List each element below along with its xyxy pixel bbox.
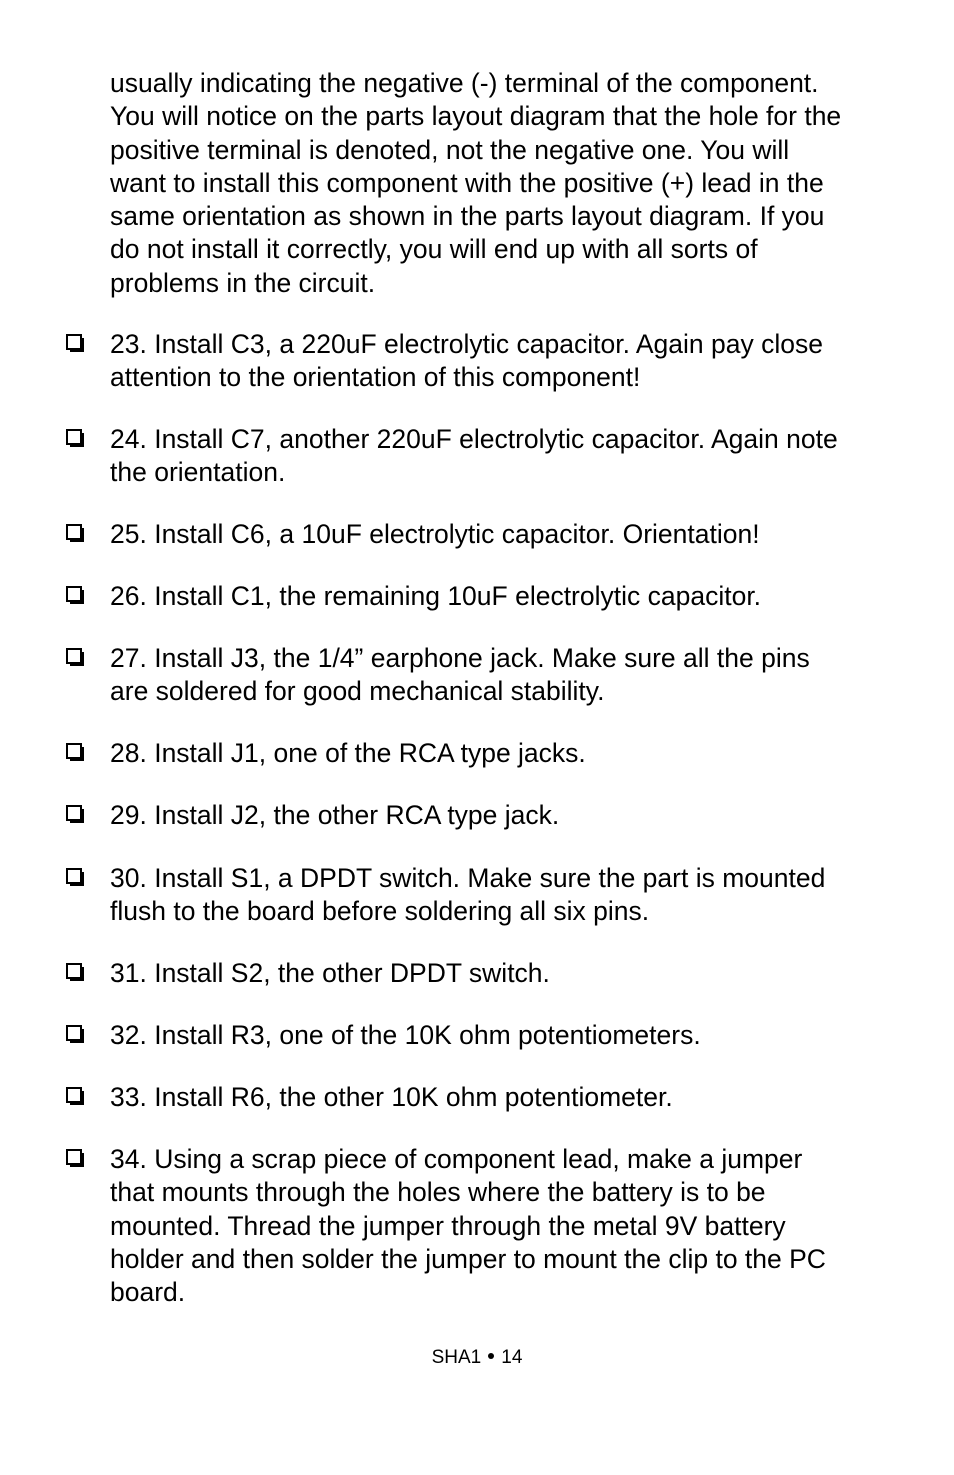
checkbox-icon[interactable] bbox=[66, 805, 85, 824]
step-text: 28. Install J1, one of the RCA type jacks. bbox=[110, 738, 586, 768]
step-text: 34. Using a scrap piece of component lead, make a jumper that mounts through the holes where the battery is to be mounted. Thread the jumper through the metal 9V battery holder and then solder the jumper to mount the clip to the PC board. bbox=[110, 1144, 826, 1308]
checkbox-icon[interactable] bbox=[66, 743, 85, 762]
checkbox-icon[interactable] bbox=[66, 963, 85, 982]
checkbox-icon[interactable] bbox=[66, 1025, 85, 1044]
checkbox-icon[interactable] bbox=[66, 429, 85, 448]
step-text: 27. Install J3, the 1/4” earphone jack. Make sure all the pins are soldered for good mechanical stability. bbox=[110, 643, 810, 707]
checkbox-icon[interactable] bbox=[66, 334, 85, 353]
checkbox-icon[interactable] bbox=[66, 524, 85, 543]
step-text: 23. Install C3, a 220uF electrolytic capacitor. Again pay close attention to the orientation of this component! bbox=[110, 329, 823, 393]
checkbox-icon[interactable] bbox=[66, 586, 85, 605]
intro-paragraph: usually indicating the negative (-) terminal of the component. You will notice on the parts layout diagram that the hole for the positive terminal is denoted, not the negative one. You will want to install this component with the positive (+) lead in the same orientation as shown in the parts layout diagram. If you do not install it correctly, you will end up with all sorts of problems in the circuit. bbox=[110, 68, 842, 298]
page-number: 14 bbox=[501, 1347, 523, 1368]
step-text: 30. Install S1, a DPDT switch. Make sure the part is mounted flush to the board before soldering all six pins. bbox=[110, 863, 826, 927]
document-id: SHA1 bbox=[431, 1347, 482, 1368]
step-text: 25. Install C6, a 10uF electrolytic capacitor. Orientation! bbox=[110, 519, 760, 549]
step-text: 33. Install R6, the other 10K ohm potentiometer. bbox=[110, 1082, 673, 1112]
page-footer bbox=[0, 1346, 954, 1370]
step-text: 24. Install C7, another 220uF electrolytic capacitor. Again note the orientation. bbox=[110, 424, 838, 488]
checkbox-icon[interactable] bbox=[66, 1149, 85, 1168]
bullet-icon bbox=[488, 1353, 494, 1359]
checkbox-icon[interactable] bbox=[66, 1087, 85, 1106]
step-text: 31. Install S2, the other DPDT switch. bbox=[110, 958, 550, 988]
step-text: 29. Install J2, the other RCA type jack. bbox=[110, 800, 560, 830]
checkbox-icon[interactable] bbox=[66, 868, 85, 887]
step-text: 26. Install C1, the remaining 10uF electrolytic capacitor. bbox=[110, 581, 762, 611]
step-text: 32. Install R3, one of the 10K ohm potentiometers. bbox=[110, 1020, 701, 1050]
checkbox-icon[interactable] bbox=[66, 648, 85, 667]
